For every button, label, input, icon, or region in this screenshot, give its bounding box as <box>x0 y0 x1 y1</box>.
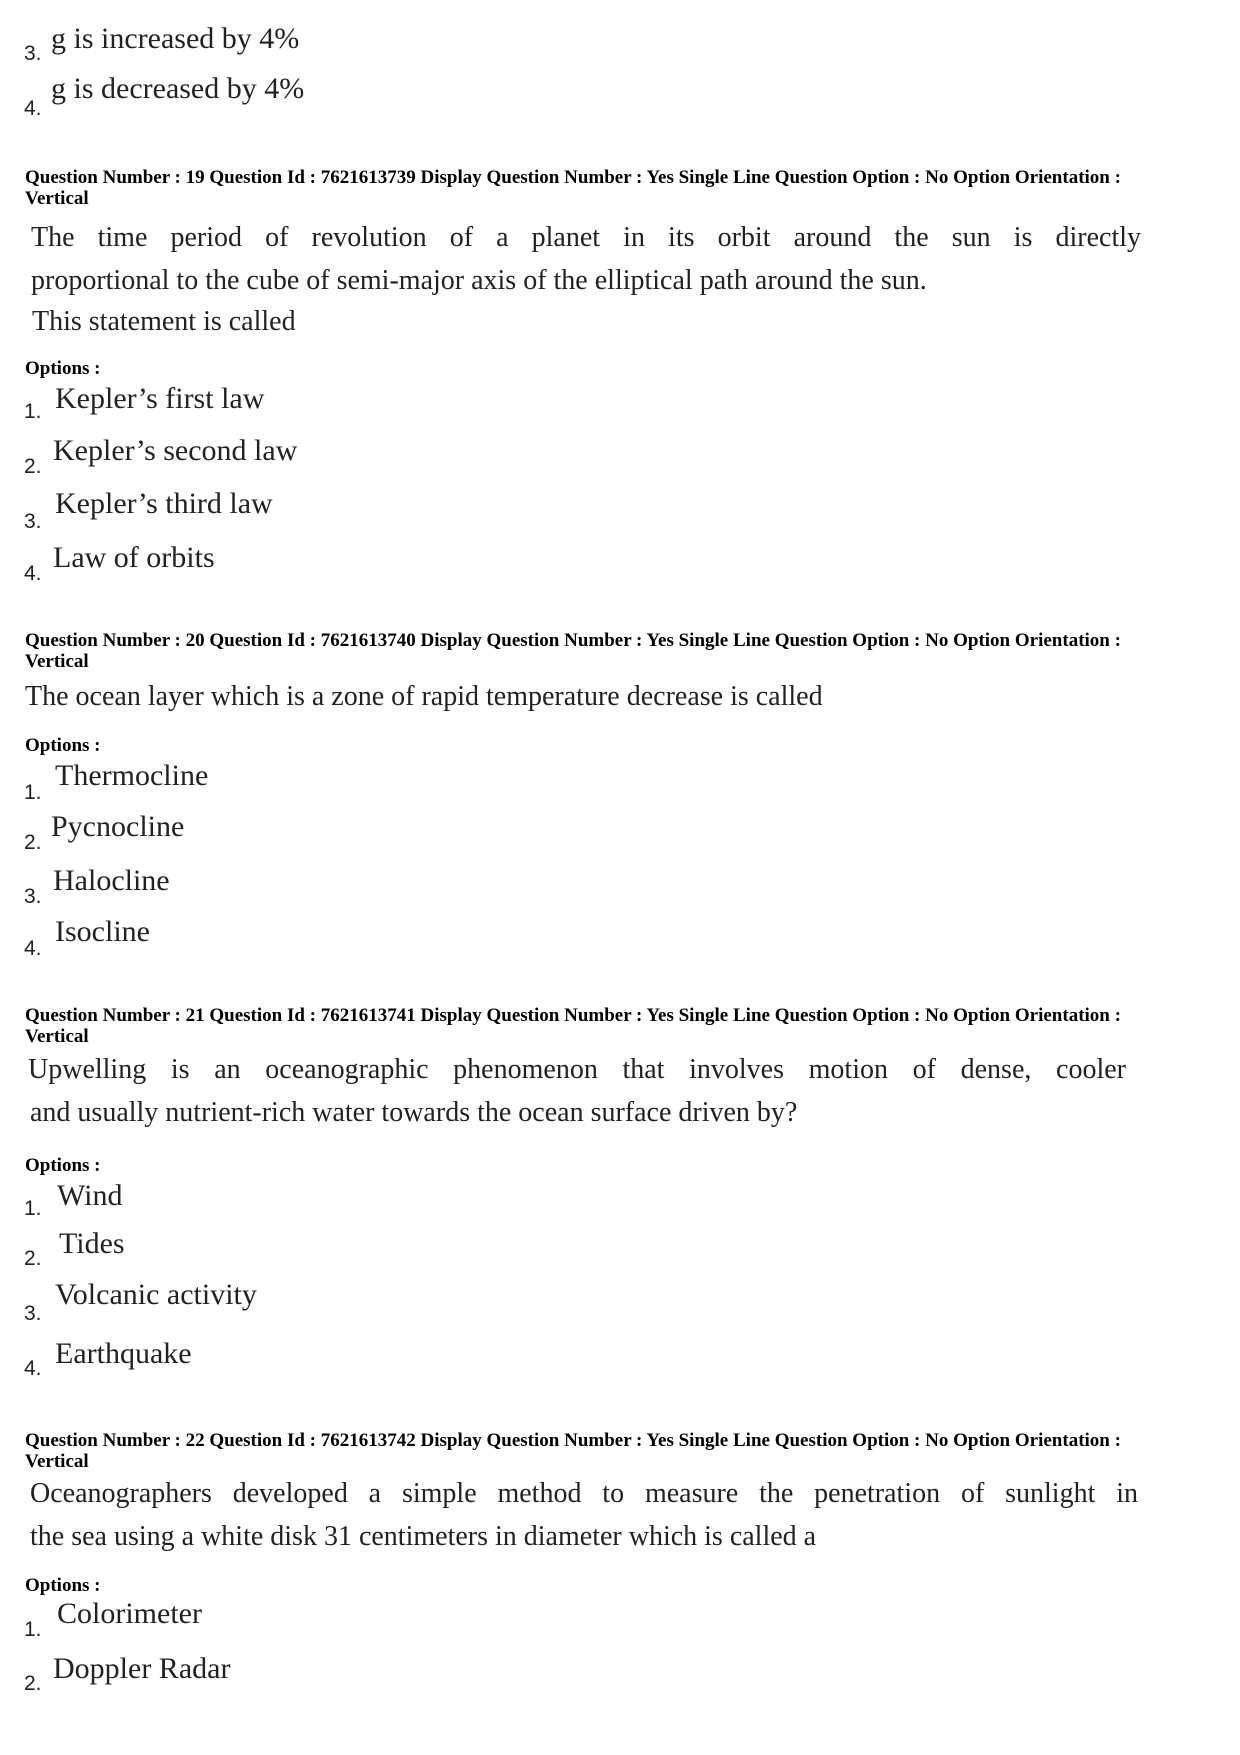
option-number: 1. <box>24 1197 42 1220</box>
option-text: Colorimeter <box>57 1597 202 1630</box>
option-text: Halocline <box>53 864 170 897</box>
option-text: Kepler’s third law <box>55 487 273 520</box>
option-number: 2. <box>24 1247 42 1270</box>
option-number: 4. <box>24 562 42 585</box>
option-number: 4. <box>24 937 42 960</box>
question-meta: Question Number : 21 Question Id : 7621613741 Display Question Number : Yes Single Line Question Option : No Option Orientation : Vertical <box>25 1005 1121 1047</box>
question-text-line: the sea using a white disk 31 centimeters in diameter which is called a <box>30 1521 817 1552</box>
question-text-line: Upwelling is an oceanographic phenomenon that involves motion of dense, cooler <box>28 1054 1126 1085</box>
question-text-line: Oceanographers developed a simple method to measure the penetration of sunlight in <box>30 1478 1138 1509</box>
question-meta: Question Number : 19 Question Id : 7621613739 Display Question Number : Yes Single Line Question Option : No Option Orientation : Vertical <box>25 167 1121 209</box>
option-number: 3. <box>24 885 42 908</box>
option-text: Isocline <box>55 915 150 948</box>
question-text-line: proportional to the cube of semi-major axis of the elliptical path around the sun. <box>31 265 927 296</box>
option-text: Earthquake <box>55 1337 192 1370</box>
option-number: 3. <box>24 42 42 65</box>
option-number: 2. <box>24 455 42 478</box>
option-text: Tides <box>59 1227 125 1260</box>
option-number: 3. <box>24 1302 42 1325</box>
options-label: Options : <box>25 1155 101 1176</box>
option-number: 4. <box>24 1357 42 1380</box>
option-number: 4. <box>24 97 42 120</box>
option-text: Kepler’s first law <box>55 382 265 415</box>
option-number: 1. <box>24 781 42 804</box>
option-number: 3. <box>24 510 42 533</box>
options-label: Options : <box>25 1575 101 1596</box>
question-text-line: and usually nutrient-rich water towards the ocean surface driven by? <box>30 1097 798 1128</box>
option-text: Volcanic activity <box>55 1278 257 1311</box>
option-number: 1. <box>24 400 42 423</box>
option-number: 2. <box>24 831 42 854</box>
option-text: Pycnocline <box>51 810 185 843</box>
question-meta: Question Number : 22 Question Id : 7621613742 Display Question Number : Yes Single Line Question Option : No Option Orientation : Vertical <box>25 1430 1121 1472</box>
option-text: Kepler’s second law <box>53 434 298 467</box>
option-text: Law of orbits <box>53 541 215 574</box>
option-text: g is increased by 4% <box>51 22 300 55</box>
option-text: g is decreased by 4% <box>51 72 305 105</box>
option-text: Doppler Radar <box>53 1652 231 1685</box>
option-text: Thermocline <box>55 759 209 792</box>
question-text-line: The time period of revolution of a planet in its orbit around the sun is directly <box>31 222 1141 253</box>
question-meta: Question Number : 20 Question Id : 7621613740 Display Question Number : Yes Single Line Question Option : No Option Orientation : Vertical <box>25 630 1121 672</box>
question-text-line: This statement is called <box>32 306 296 337</box>
option-number: 1. <box>24 1618 42 1641</box>
question-text-line: The ocean layer which is a zone of rapid temperature decrease is called <box>25 681 823 712</box>
option-text: Wind <box>57 1179 123 1212</box>
options-label: Options : <box>25 735 101 756</box>
options-label: Options : <box>25 358 101 379</box>
option-number: 2. <box>24 1672 42 1695</box>
